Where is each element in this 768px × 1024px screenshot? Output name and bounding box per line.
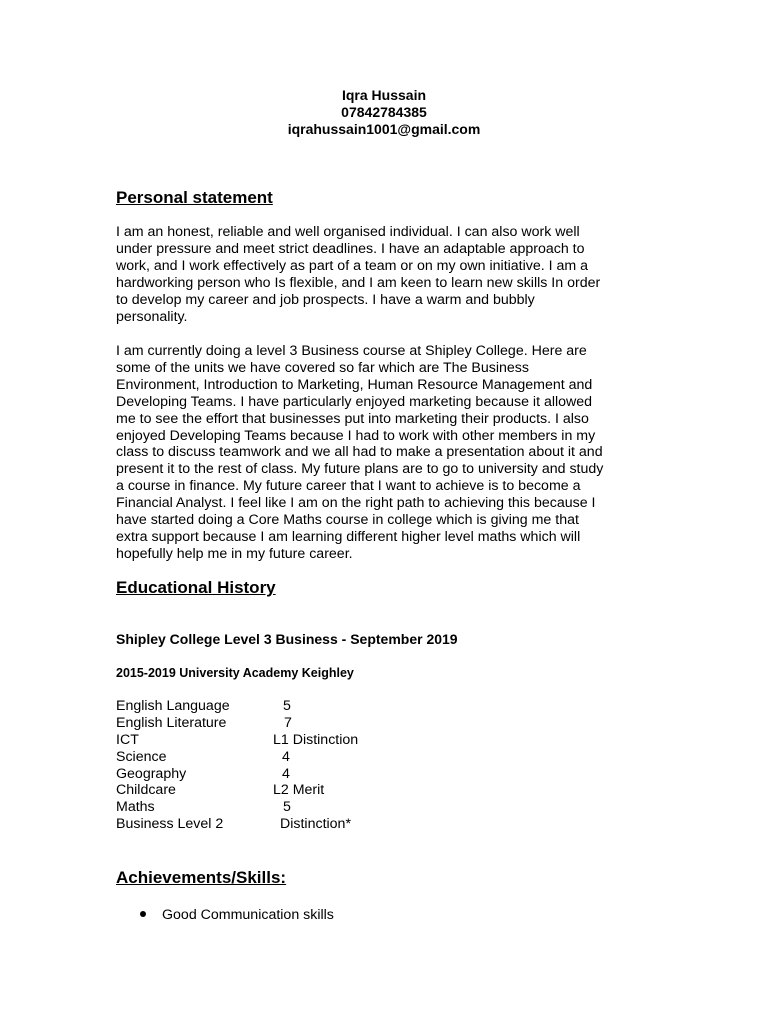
grade-value: L1 Distinction: [273, 731, 359, 748]
candidate-name: Iqra Hussain: [341, 87, 427, 103]
personal-statement-paragraph-1: [116, 224, 656, 325]
paragraph-line: some of the units we have covered so far which are The Business: [116, 359, 529, 376]
achievement-text: Good Communication skills: [162, 907, 334, 923]
candidate-email: iqrahussain1001@gmail.com: [287, 121, 481, 137]
contact-header: [0, 87, 768, 138]
personal-statement-paragraph-2: [116, 343, 656, 563]
grade-row: [116, 799, 516, 816]
paragraph-line: me to see the effort that businesses put into marketing their products. I also: [116, 410, 589, 427]
paragraph-line: class to discuss teamwork and we all had to make a presentation about it and: [116, 444, 603, 461]
paragraph-line: hopefully help me in my future career.: [116, 545, 353, 562]
paragraph-line: I am an honest, reliable and well organised individual. I can also work well: [116, 224, 580, 240]
grade-row: [116, 782, 516, 799]
grade-value: 4: [282, 748, 290, 765]
grades-list: [116, 698, 516, 833]
paragraph-line: Financial Analyst. I feel like I am on the right path to achieving this because I: [116, 495, 596, 512]
grade-subject: Science: [116, 748, 167, 765]
grade-subject: Maths: [116, 799, 155, 816]
personal-statement-heading: Personal statement: [116, 188, 273, 207]
school-entry: 2015-2019 University Academy Keighley: [116, 666, 354, 680]
achievement-item: [140, 907, 334, 923]
paragraph-line: under pressure and meet strict deadlines. I have an adaptable approach to: [116, 240, 585, 257]
grade-value: Distinction*: [280, 816, 351, 833]
paragraph-line: Developing Teams. I have particularly enjoyed marketing because it allowed: [116, 393, 593, 410]
paragraph-line: a course in finance. My future career that I want to achieve is to become a: [116, 478, 581, 495]
grade-row: [116, 766, 516, 783]
grade-subject: ICT: [116, 731, 139, 748]
grade-row: [116, 749, 516, 766]
grade-subject: English Language: [116, 698, 230, 714]
grade-row: [116, 698, 516, 715]
grade-row: [116, 715, 516, 732]
grade-value: 7: [284, 714, 292, 731]
grade-subject: Geography: [116, 765, 187, 782]
bullet-icon: [140, 911, 146, 917]
paragraph-line: Environment, Introduction to Marketing, Human Resource Management and: [116, 376, 593, 393]
grade-value: 4: [282, 765, 290, 782]
paragraph-line: extra support because I am learning different higher level maths which will: [116, 528, 581, 545]
grade-row: [116, 732, 516, 749]
achievements-heading: Achievements/Skills:: [116, 868, 287, 887]
grade-row: [116, 816, 516, 833]
paragraph-line: personality.: [116, 308, 188, 325]
paragraph-line: I am currently doing a level 3 Business course at Shipley College. Here are: [116, 343, 587, 359]
college-entry: Shipley College Level 3 Business - September 2019: [116, 631, 458, 647]
grade-subject: English Literature: [116, 714, 227, 731]
paragraph-line: enjoyed Developing Teams because I had to work with other members in my: [116, 427, 596, 444]
educational-history-heading: Educational History: [116, 578, 276, 597]
paragraph-line: work, and I work effectively as part of a team or on my own initiative. I am a: [116, 257, 589, 274]
grade-value: 5: [283, 799, 291, 816]
grade-subject: Business Level 2: [116, 816, 224, 833]
grade-value: 5: [283, 698, 291, 714]
paragraph-line: have started doing a Core Maths course in college which is giving me that: [116, 512, 579, 529]
paragraph-line: to develop my career and job prospects. I have a warm and bubbly: [116, 291, 535, 308]
grade-value: L2 Merit: [273, 782, 325, 799]
candidate-phone: 07842784385: [341, 104, 427, 120]
grade-subject: Childcare: [116, 782, 176, 799]
paragraph-line: present it to the rest of class. My future plans are to go to university and study: [116, 461, 604, 478]
paragraph-line: hardworking person who Is flexible, and I am keen to learn new skills In order: [116, 274, 601, 291]
